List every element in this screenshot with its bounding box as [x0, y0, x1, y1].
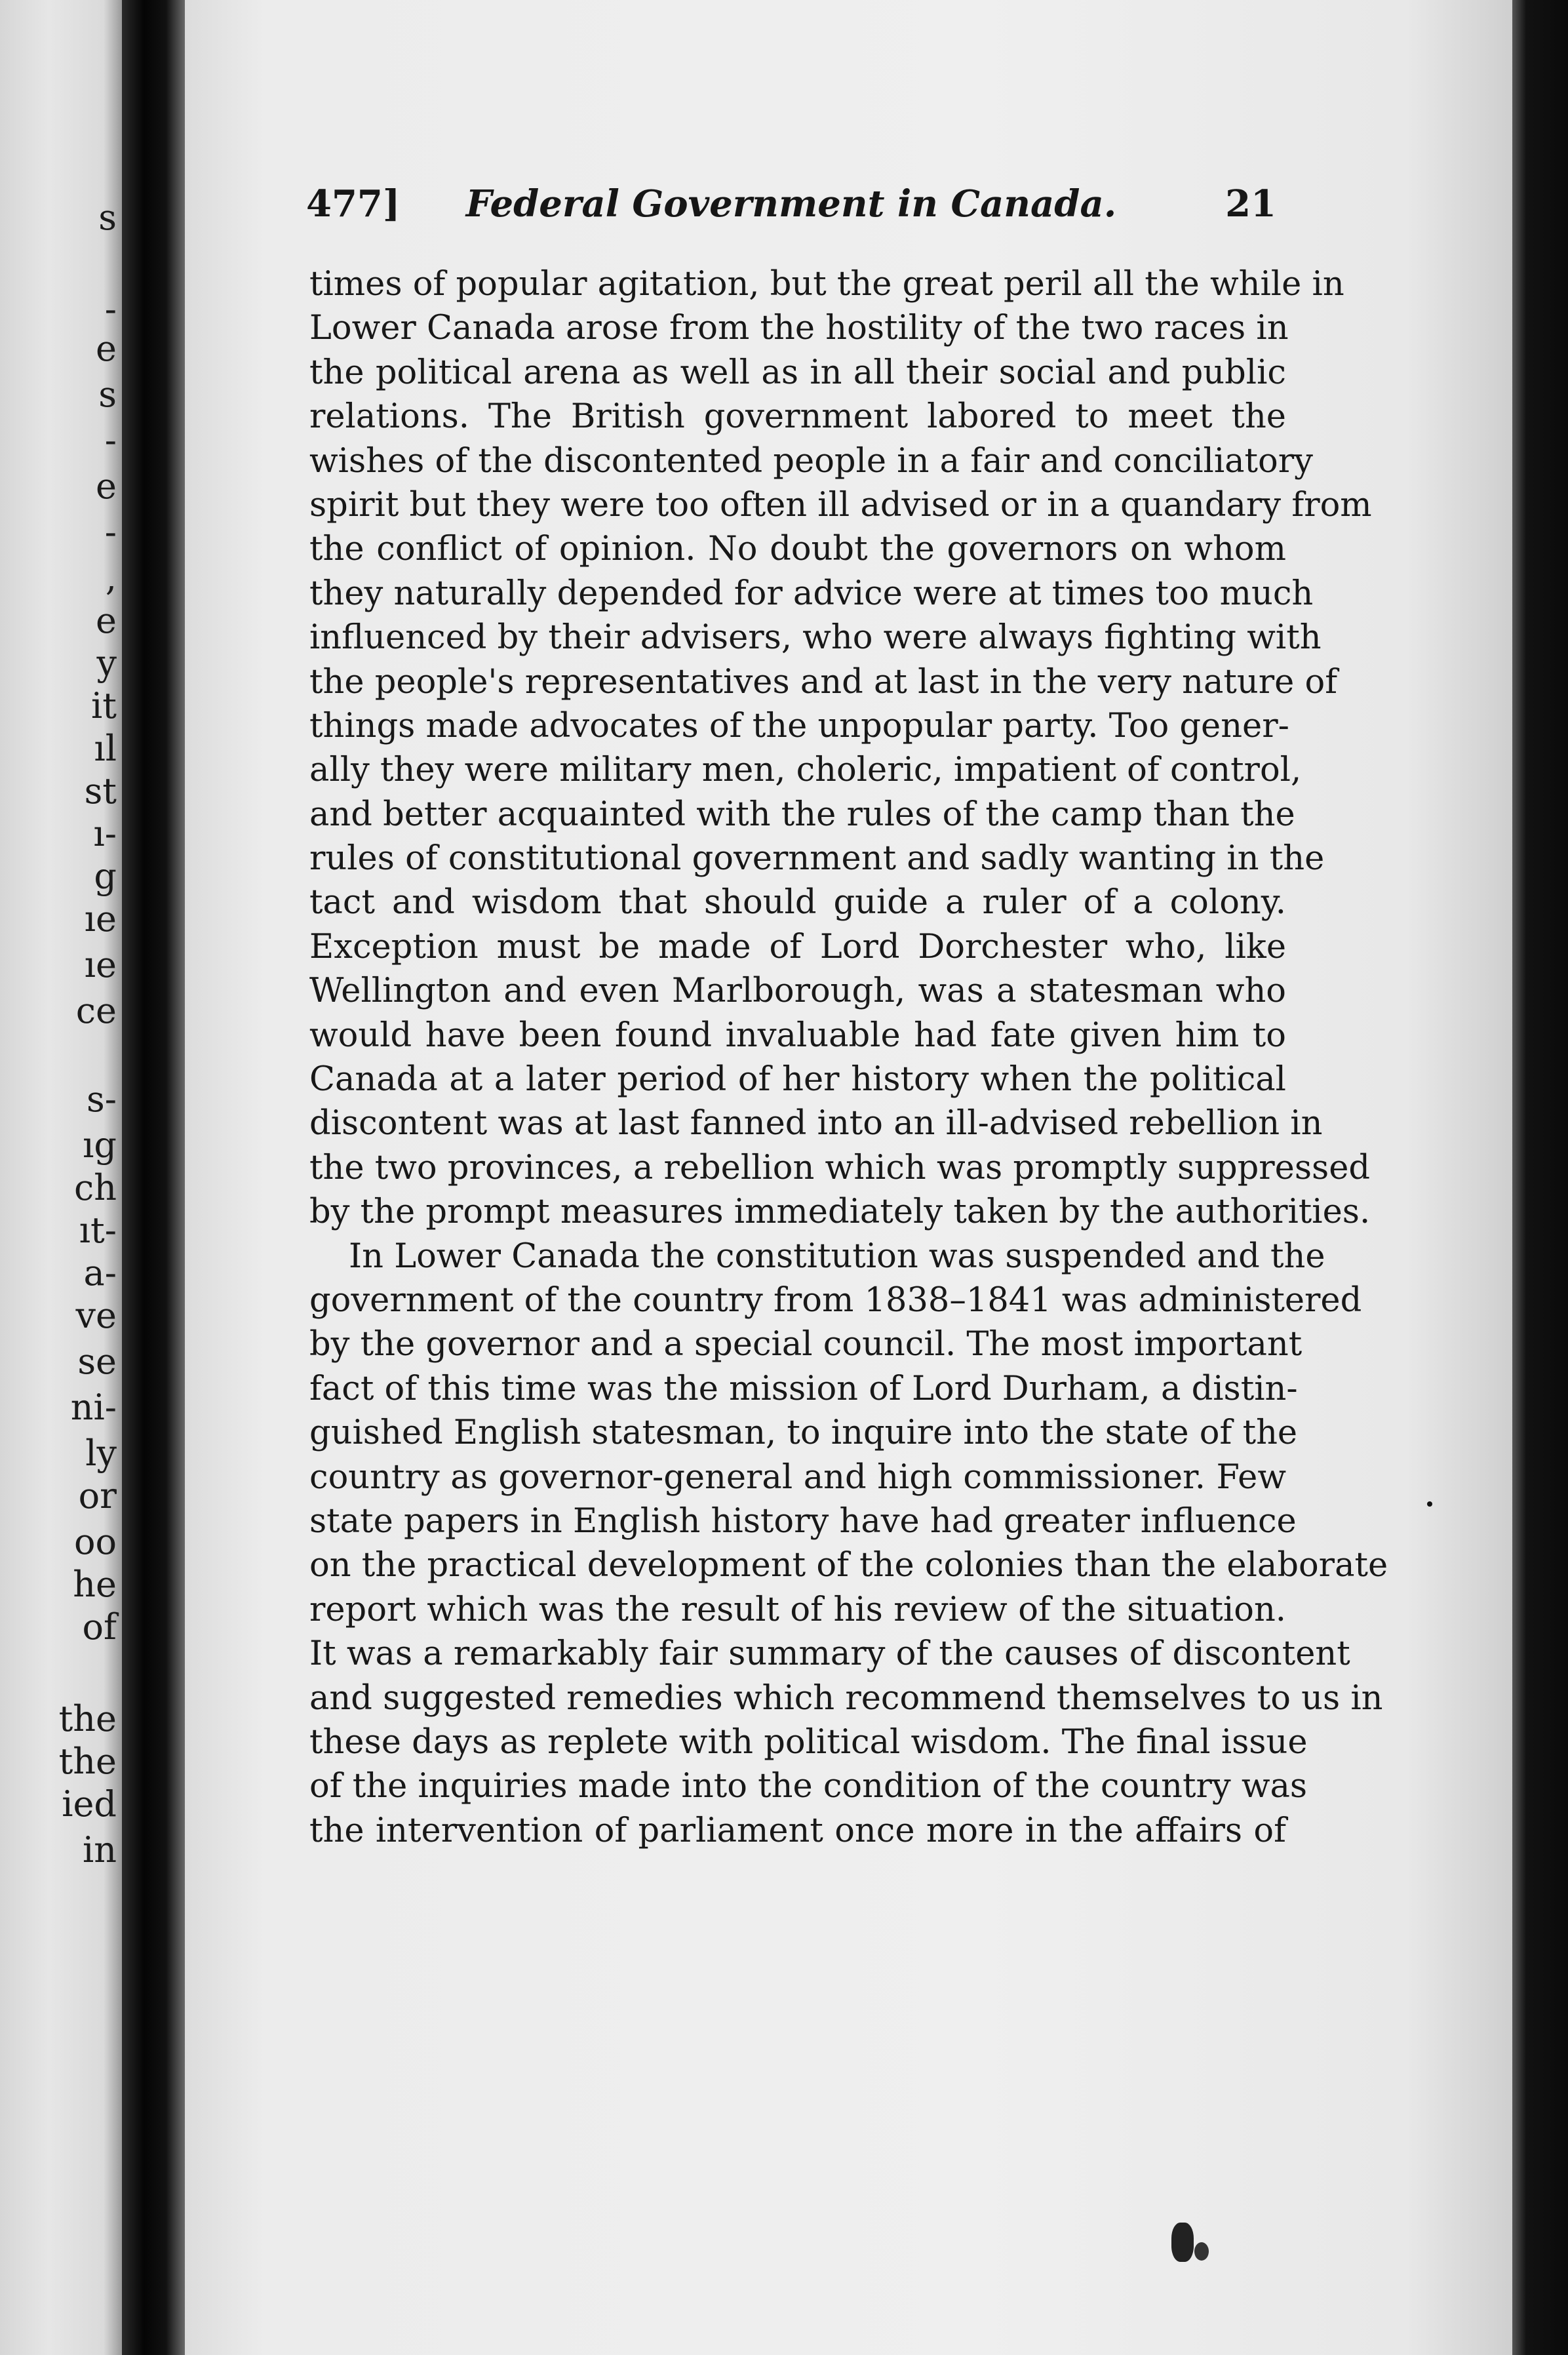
text-line: they naturally depended for advice were at times too much [309, 574, 1314, 613]
fragment: or [78, 1475, 117, 1516]
text-line: fact of this time was the mission of Lord Durham, a distin- [309, 1369, 1298, 1408]
text-line: the people's representatives and at last in the very nature of [309, 662, 1338, 702]
text-line: spirit but they were too often ill advised or in a quandary from [309, 485, 1372, 524]
fragment: ve [75, 1295, 117, 1336]
fragment: e [96, 600, 117, 641]
fragment: s- [87, 1079, 117, 1120]
text-line: the conflict of opinion. No doubt the governors on whom [309, 530, 1286, 569]
fragment: ıt- [79, 1210, 117, 1251]
running-header [306, 182, 1276, 235]
fragment: s [98, 374, 117, 415]
fragment: - [104, 288, 117, 330]
text-line: by the governor and a special council. The most important [309, 1325, 1303, 1364]
fragment: e [96, 328, 117, 369]
fragment: of [82, 1606, 117, 1648]
fragment: ıe [84, 944, 117, 985]
fragment: - [104, 511, 117, 553]
binding-gutter [122, 0, 185, 2355]
page-reference: 477] [306, 182, 401, 226]
fragment: y [96, 643, 117, 684]
fragment: st [84, 770, 117, 812]
text-line: ally they were military men, choleric, impatient of control, [309, 751, 1302, 790]
fragment: oo [73, 1521, 117, 1562]
fragment: a- [83, 1252, 117, 1294]
paragraph-1 [309, 262, 1372, 1235]
text-line: government of the country from 1838–1841 was administered [309, 1280, 1362, 1320]
fragment: , [105, 557, 117, 599]
text-line: tact and wisdom that should guide a ruler of a colony. [309, 883, 1286, 922]
fragment: he [73, 1564, 117, 1605]
fragment: ni- [70, 1387, 117, 1428]
fragment: ly [85, 1433, 117, 1474]
dust-speck [1427, 1501, 1432, 1507]
fragment: g [94, 856, 117, 897]
fragment: ied [62, 1783, 117, 1825]
fragment: ıg [83, 1124, 117, 1166]
text-line: these days as replete with political wisdom. The final issue [309, 1722, 1308, 1762]
text-line: rules of constitutional government and sadly wanting in the [309, 839, 1325, 879]
fragment: ı- [93, 813, 117, 854]
text-line: and suggested remedies which recommend themselves to us in [309, 1678, 1383, 1718]
text-line: the two provinces, a rebellion which was promptly suppressed [309, 1148, 1371, 1187]
text-line: times of popular agitation, but the great peril all the while in [309, 265, 1344, 304]
text-line: country as governor-general and high commissioner. Few [309, 1457, 1286, 1497]
text-line: of the inquiries made into the condition of the country was [309, 1767, 1308, 1806]
fragment: the [58, 1741, 117, 1782]
text-line: Exception must be made of Lord Dorchester who, like [309, 927, 1286, 966]
fragment: e [96, 465, 117, 507]
fragment: ıe [84, 898, 117, 940]
text-line: In Lower Canada the constitution was suspended and the [349, 1237, 1325, 1276]
paragraph-2 [309, 1235, 1388, 1853]
text-line: state papers in English history have had greater influence [309, 1501, 1297, 1541]
text-line: guished English statesman, to inquire into the state of the [309, 1414, 1298, 1453]
text-line: influenced by their advisers, who were always fighting with [309, 618, 1322, 658]
text-line: by the prompt measures immediately taken by the authorities. [309, 1193, 1371, 1232]
text-line: and better acquainted with the rules of the camp than the [309, 795, 1295, 834]
facing-page-edge [0, 0, 122, 2355]
dust-speck [1171, 2223, 1194, 2262]
text-line: on the practical development of the colonies than the elaborate [309, 1546, 1388, 1585]
fragment: ıl [94, 728, 117, 769]
dust-speck [1194, 2242, 1209, 2261]
text-line: discontent was at last fanned into an ill-advised rebellion in [309, 1104, 1323, 1143]
text-line: Lower Canada arose from the hostility of the two races in [309, 309, 1289, 348]
text-line: things made advocates of the unpopular party. Too gener- [309, 706, 1289, 745]
page-number: 21 [1225, 182, 1276, 226]
running-title: Federal Government in Canada. [465, 182, 1117, 226]
text-line: the political arena as well as in all their social and public [309, 353, 1286, 392]
text-line: report which was the result of his review of the situation. [309, 1590, 1286, 1629]
fragment: - [104, 420, 117, 461]
text-line: Canada at a later period of her history when the political [309, 1060, 1286, 1099]
text-line: relations. The British government labored to meet the [309, 397, 1286, 437]
text-line: wishes of the discontented people in a fair and conciliatory [309, 441, 1313, 481]
fragment: ch [73, 1167, 117, 1208]
fragment: it [91, 685, 117, 726]
right-page-edge [1512, 0, 1568, 2355]
book-page [185, 0, 1512, 2355]
fragment: s [98, 197, 117, 238]
fragment: in [82, 1829, 117, 1870]
text-line: would have been found invaluable had fate given him to [309, 1016, 1286, 1055]
body-text [309, 262, 1388, 1853]
text-line: Wellington and even Marlborough, was a statesman who [309, 972, 1286, 1011]
fragment: ce [75, 990, 117, 1031]
text-line: the intervention of parliament once more in the affairs of [309, 1811, 1286, 1850]
fragment: se [77, 1341, 117, 1382]
fragment: the [58, 1698, 117, 1739]
text-line: It was a remarkably fair summary of the causes of discontent [309, 1634, 1350, 1674]
